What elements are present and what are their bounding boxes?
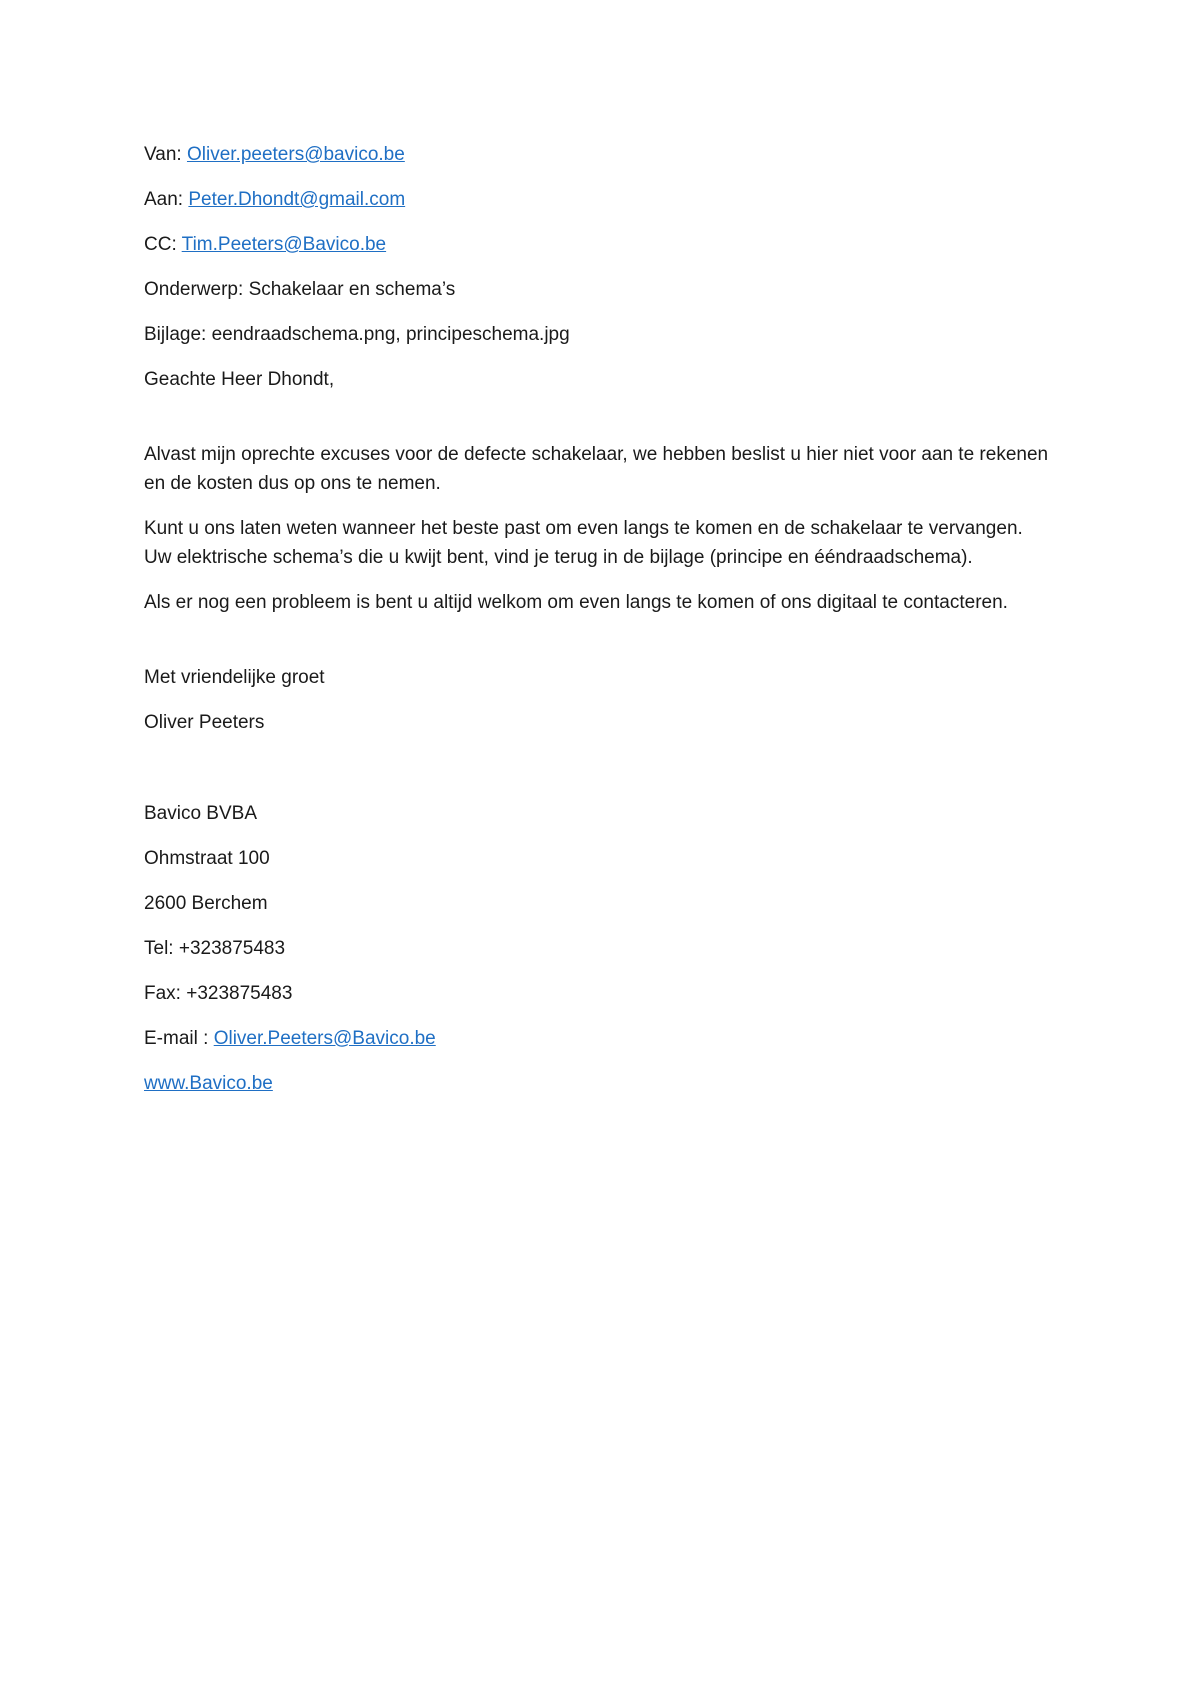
salutation: Geachte Heer Dhondt, <box>144 369 335 390</box>
attachment-line <box>144 320 1049 349</box>
subject-line <box>144 275 1049 304</box>
body-paragraph-1: Alvast mijn oprechte excuses voor de defecte schakelaar, we hebben beslist u hier niet voor aan te rekenen en de kosten dus op ons te nemen. <box>144 444 1049 494</box>
signature-city: 2600 Berchem <box>144 893 268 914</box>
signature-email-link[interactable]: Oliver.Peeters@Bavico.be <box>213 1028 436 1049</box>
signature-website-line <box>144 1069 1049 1098</box>
spacer <box>144 753 1049 799</box>
from-label: Van: <box>144 144 182 165</box>
signature-email-label: E-mail : <box>144 1028 209 1049</box>
from-line <box>144 140 1049 169</box>
signature-website-link[interactable]: www.Bavico.be <box>144 1073 273 1094</box>
to-line <box>144 185 1049 214</box>
body-paragraph-3: Als er nog een probleem is bent u altijd welkom om even langs te komen of ons digitaal te contacteren. <box>144 592 1008 613</box>
signature-fax: Fax: +323875483 <box>144 983 293 1004</box>
from-email-link[interactable]: Oliver.peeters@bavico.be <box>186 144 405 165</box>
spacer <box>144 633 1049 663</box>
signature-company: Bavico BVBA <box>144 803 257 824</box>
email-letter <box>144 140 1049 1114</box>
signature-tel: Tel: +323875483 <box>144 938 286 959</box>
subject-label: Onderwerp: <box>144 279 244 300</box>
to-label: Aan: <box>144 189 184 210</box>
closing: Met vriendelijke groet <box>144 667 325 688</box>
sender-name: Oliver Peeters <box>144 712 265 733</box>
attachment-label: Bijlage: <box>144 324 207 345</box>
cc-line <box>144 230 1049 259</box>
signature-email-line <box>144 1024 1049 1053</box>
signature-street: Ohmstraat 100 <box>144 848 270 869</box>
spacer <box>144 410 1049 440</box>
body-paragraph-2: Kunt u ons laten weten wanneer het beste past om even langs te komen en de schakelaar te vervangen. Uw elektrische schema’s die u kwijt bent, vind je terug in de bijlage (principe en ééndraadschema). <box>144 518 1023 568</box>
cc-email-link[interactable]: Tim.Peeters@Bavico.be <box>181 234 387 255</box>
cc-label: CC: <box>144 234 177 255</box>
attachment-value: eendraadschema.png, principeschema.jpg <box>211 324 570 345</box>
to-email-link[interactable]: Peter.Dhondt@gmail.com <box>188 189 406 210</box>
subject-value: Schakelaar en schema’s <box>248 279 456 300</box>
